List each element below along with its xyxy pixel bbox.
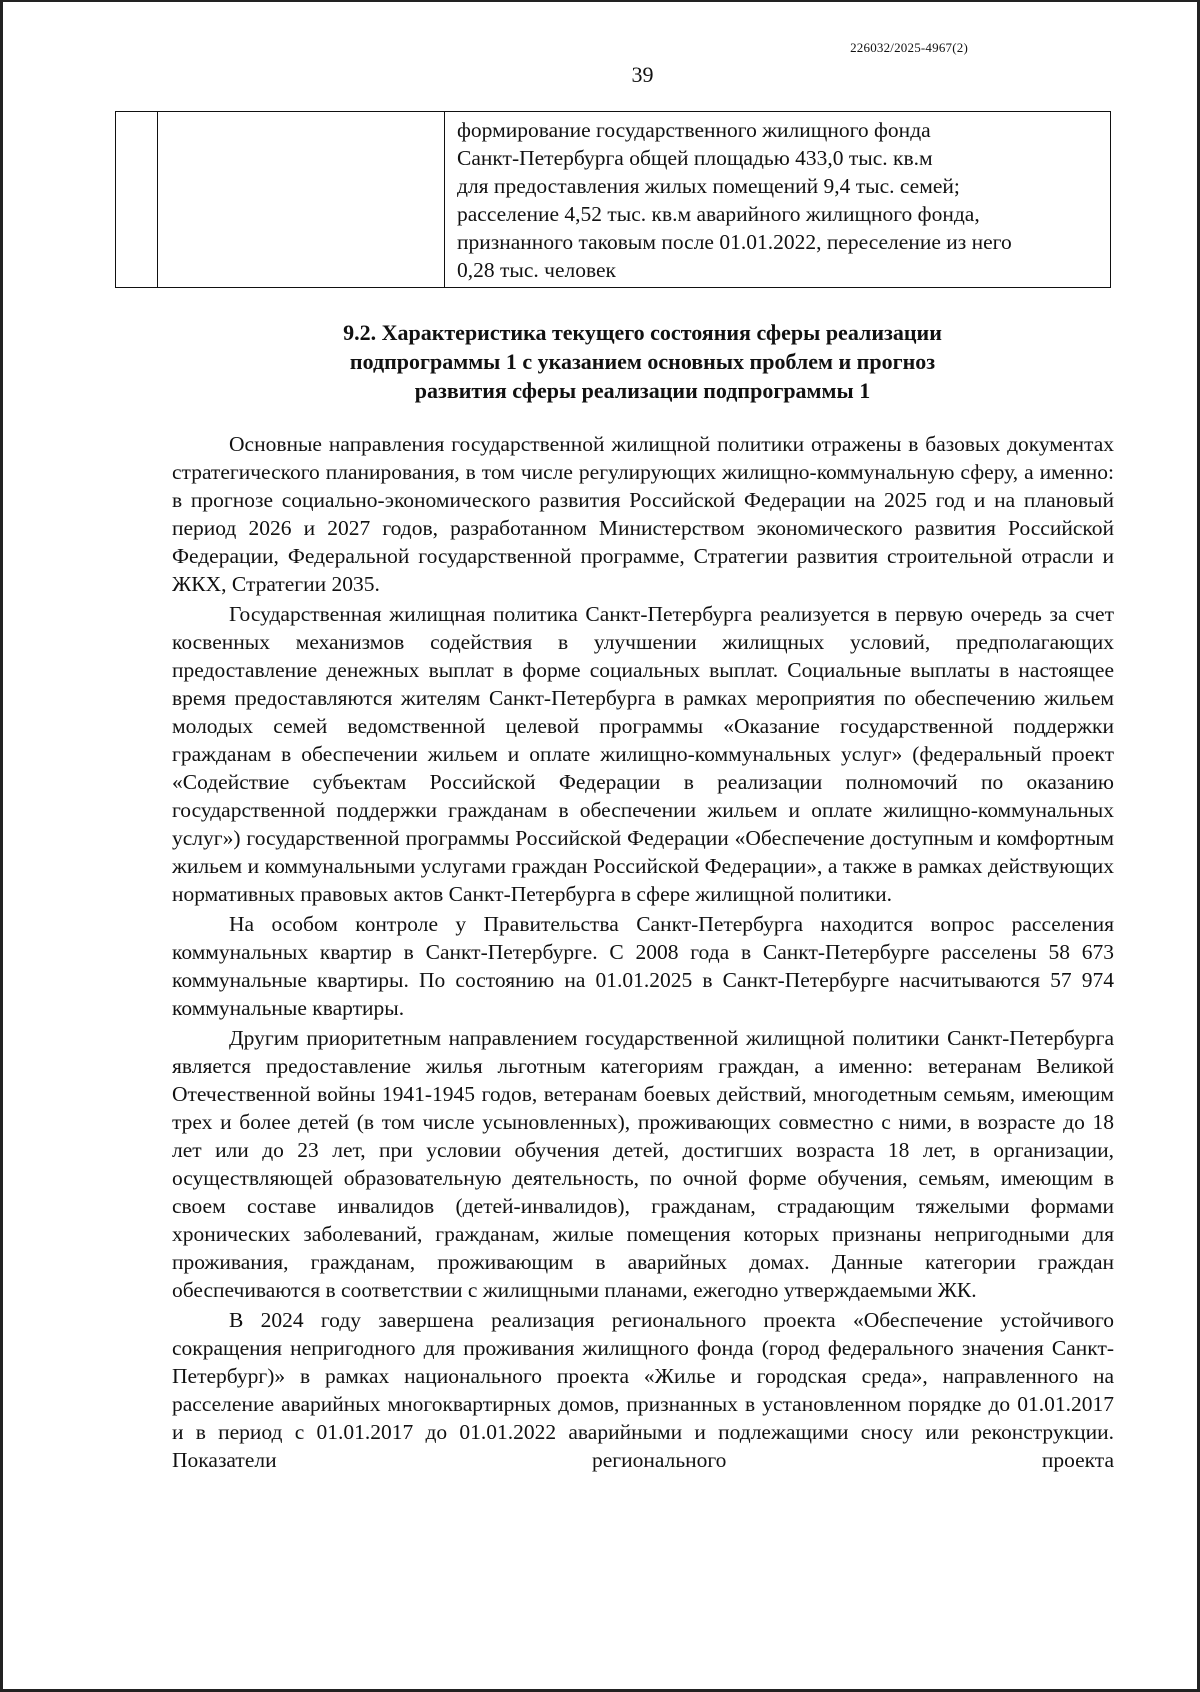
results-line: для предоставления жилых помещений 9,4 тыс. семей; [457, 174, 960, 198]
results-line: 0,28 тыс. человек [457, 258, 616, 282]
page-number: 39 [631, 62, 654, 87]
section-heading [0, 318, 1200, 405]
results-line: Санкт-Петербурга общей площадью 433,0 тыс. кв.м [457, 146, 933, 170]
document-number: 226032/2025-4967(2) [850, 40, 968, 55]
section-heading-line: подпрограммы 1 с указанием основных проблем и прогноз [349, 349, 936, 374]
continuation-table [115, 111, 1111, 288]
paragraph: На особом контроле у Правительства Санкт-Петербурга находится вопрос расселения коммунальных квартир в Санкт-Петербурге. С 2008 года в Санкт-Петербурге расселены 58 673 коммунальные квартиры. По состоянию на 01.01.2025 в Санкт-Петербурге насчитываются 57 974 коммунальные квартиры. [172, 912, 1114, 1020]
table-cell-name [158, 112, 445, 288]
table-cell-number [116, 112, 158, 288]
table-cell-results [445, 112, 1111, 288]
section-heading-line: 9.2. Характеристика текущего состояния сферы реализации [343, 320, 942, 345]
results-line: признанного таковым после 01.01.2022, переселение из него [457, 230, 1012, 254]
paragraph: Государственная жилищная политика Санкт-Петербурга реализуется в первую очередь за счет косвенных механизмов содействия в улучшении жилищных условий, предполагающих предоставление денежных выплат в форме социальных выплат. Социальные выплаты в настоящее время предоставляются жителям Санкт-Петербурга в рамках мероприятия по обеспечению жильем молодых семей ведомственной целевой программы «Оказание государственной поддержки гражданам в обеспечении жильем и оплате жилищно-коммунальных услуг» (федеральный проект «Содействие субъектам Российской Федерации в реализации полномочий по оказанию государственной поддержки гражданам в обеспечении жильем и оплате жилищно-коммунальных услуг») государственной программы Российской Федерации «Обеспечение доступным и комфортным жильем и коммунальными услугами граждан Российской Федерации», а также в рамках действующих нормативных правовых актов Санкт-Петербурга в сфере жилищной политики. [172, 602, 1114, 906]
section-heading-line: развития сферы реализации подпрограммы 1 [414, 378, 871, 403]
results-line: расселение 4,52 тыс. кв.м аварийного жилищного фонда, [457, 202, 980, 226]
paragraph: Другим приоритетным направлением государственной жилищной политики Санкт-Петербурга является предоставление жилья льготным категориям граждан, а именно: ветеранам Великой Отечественной войны 1941-1945 годов, ветеранам боевых действий, многодетным семьям, имеющим трех и более детей (в том числе усыновленных), проживающих совместно с ними, в возрасте до 18 лет или до 23 лет, при условии обучения детей, достигших возраста 18 лет, в организации, осуществляющей образовательную деятельность, по очной форме обучения, семьям, имеющим в своем составе инвалидов (детей-инвалидов), гражданам, страдающим тяжелыми формами хронических заболеваний, гражданам, жилые помещения которых признаны непригодными для проживания, гражданам, проживающим в аварийных домах. Данные категории граждан обеспечиваются в соответствии с жилищными планами, ежегодно утверждаемыми ЖК. [172, 1026, 1114, 1302]
results-line: формирование государственного жилищного фонда [457, 118, 931, 142]
body-text [172, 430, 1114, 1476]
results-text [445, 112, 1110, 284]
paragraph: В 2024 году завершена реализация регионального проекта «Обеспечение устойчивого сокращения непригодного для проживания жилищного фонда (город федерального значения Санкт-Петербург)» в рамках национального проекта «Жилье и городская среда», направленного на расселение аварийных многоквартирных домов, признанных в установленном порядке до 01.01.2017 и в период с 01.01.2017 до 01.01.2022 аварийными и подлежащими сносу или реконструкции. Показатели регионального проекта [172, 1308, 1114, 1472]
paragraph: Основные направления государственной жилищной политики отражены в базовых документах стратегического планирования, в том числе регулирующих жилищно-коммунальную сферу, а именно: в прогнозе социально-экономического развития Российской Федерации на 2025 год и на плановый период 2026 и 2027 годов, разработанном Министерством экономического развития Российской Федерации, Федеральной государственной программе, Стратегии развития строительной отрасли и ЖКХ, Стратегии 2035. [172, 432, 1114, 596]
table-row [116, 112, 1111, 288]
